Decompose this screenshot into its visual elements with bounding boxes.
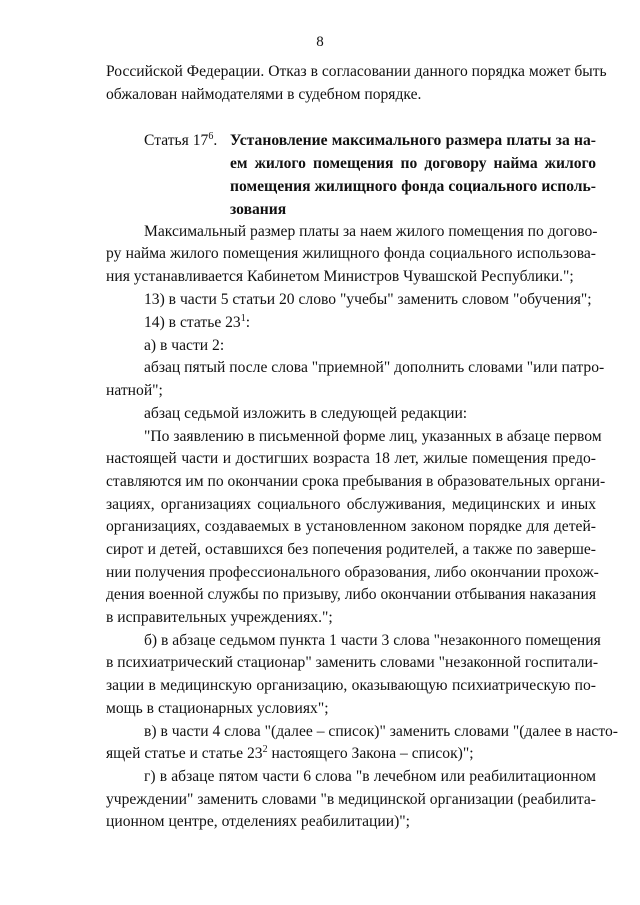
text-line: Российской Федерации. Отказ в согласовании данного порядка может быть xyxy=(106,63,607,80)
article-label: Статья $17^6$. xyxy=(144,130,218,149)
subitem-g-line: г) в абзаце пятом части 6 слова "в лечебном или реабилитационном xyxy=(144,768,596,785)
quote-line: нии получения профессионального образования, либо окончании прохож- xyxy=(106,564,599,581)
quote-line: организациях, создаваемых в установленном законом порядке для детей- xyxy=(106,518,596,535)
subitem-b-line: мощь в стационарных условиях"; xyxy=(106,700,329,717)
article-title-line: Установление максимального размера платы за на- xyxy=(230,132,596,149)
list-item-13: 13) в части 5 статьи 20 слово "учебы" заменить словом "обучения"; xyxy=(144,291,592,308)
quote-line: сирот и детей, оставшихся без попечения родителей, а также по заверше- xyxy=(106,541,596,558)
article-title-line: зования xyxy=(230,201,287,218)
quote-line: дения военной службы по призыву, либо окончании отбывания наказания xyxy=(106,586,597,603)
article-title-line: ем жилого помещения по договору найма жилого xyxy=(230,155,596,172)
subitem-b-line: б) в абзаце седьмом пункта 1 части 3 слова "незаконного помещения xyxy=(144,632,601,649)
list-item-14: 14) в статье $23^1$: xyxy=(144,312,251,331)
text-line: натной"; xyxy=(106,382,163,399)
subitem-v-line: ящей статье и статье $23^2$ настоящего Закона – список)"; xyxy=(106,743,474,762)
quote-line: ставляются им по окончании срока пребывания в образовательных органи- xyxy=(106,473,606,490)
article-title-line: помещения жилищного фонда социального исполь- xyxy=(230,178,596,195)
subitem-g-line: учреждении" заменить словами "в медицинской организации (реабилита- xyxy=(106,791,596,808)
subitem-a-heading: а) в части 2: xyxy=(144,337,225,354)
quote-line: "По заявлению в письменной форме лиц, указанных в абзаце первом xyxy=(144,428,602,445)
text-line: обжалован наймодателями в судебном порядке. xyxy=(106,86,422,103)
text-line: абзац пятый после слова "приемной" дополнить словами "или патро- xyxy=(144,359,605,376)
quote-line: зациях, организациях социального обслуживания, медицинских и иных xyxy=(106,496,596,513)
text-line: абзац седьмой изложить в следующей редакции: xyxy=(144,405,468,422)
subitem-b-line: зации в медицинскую организацию, оказывающую психиатрическую по- xyxy=(106,677,596,694)
subitem-b-line: в психиатрический стационар" заменить словами "незаконной госпитали- xyxy=(106,654,599,671)
text-line: Максимальный размер платы за наем жилого помещения по догово- xyxy=(144,223,598,240)
text-line: ния устанавливается Кабинетом Министров Чувашской Республики."; xyxy=(106,268,574,285)
quote-line: настоящей части и достигших возраста 18 лет, жилые помещения предо- xyxy=(106,450,596,467)
subitem-g-line: ционном центре, отделениях реабилитации)"; xyxy=(106,813,410,830)
text-line: ру найма жилого помещения жилищного фонда социального использова- xyxy=(106,245,596,262)
subitem-v-line: в) в части 4 слова "(далее – список)" заменить словами "(далее в насто- xyxy=(144,723,618,740)
quote-line: в исправительных учреждениях."; xyxy=(106,609,333,626)
page-number: 8 xyxy=(316,34,324,50)
